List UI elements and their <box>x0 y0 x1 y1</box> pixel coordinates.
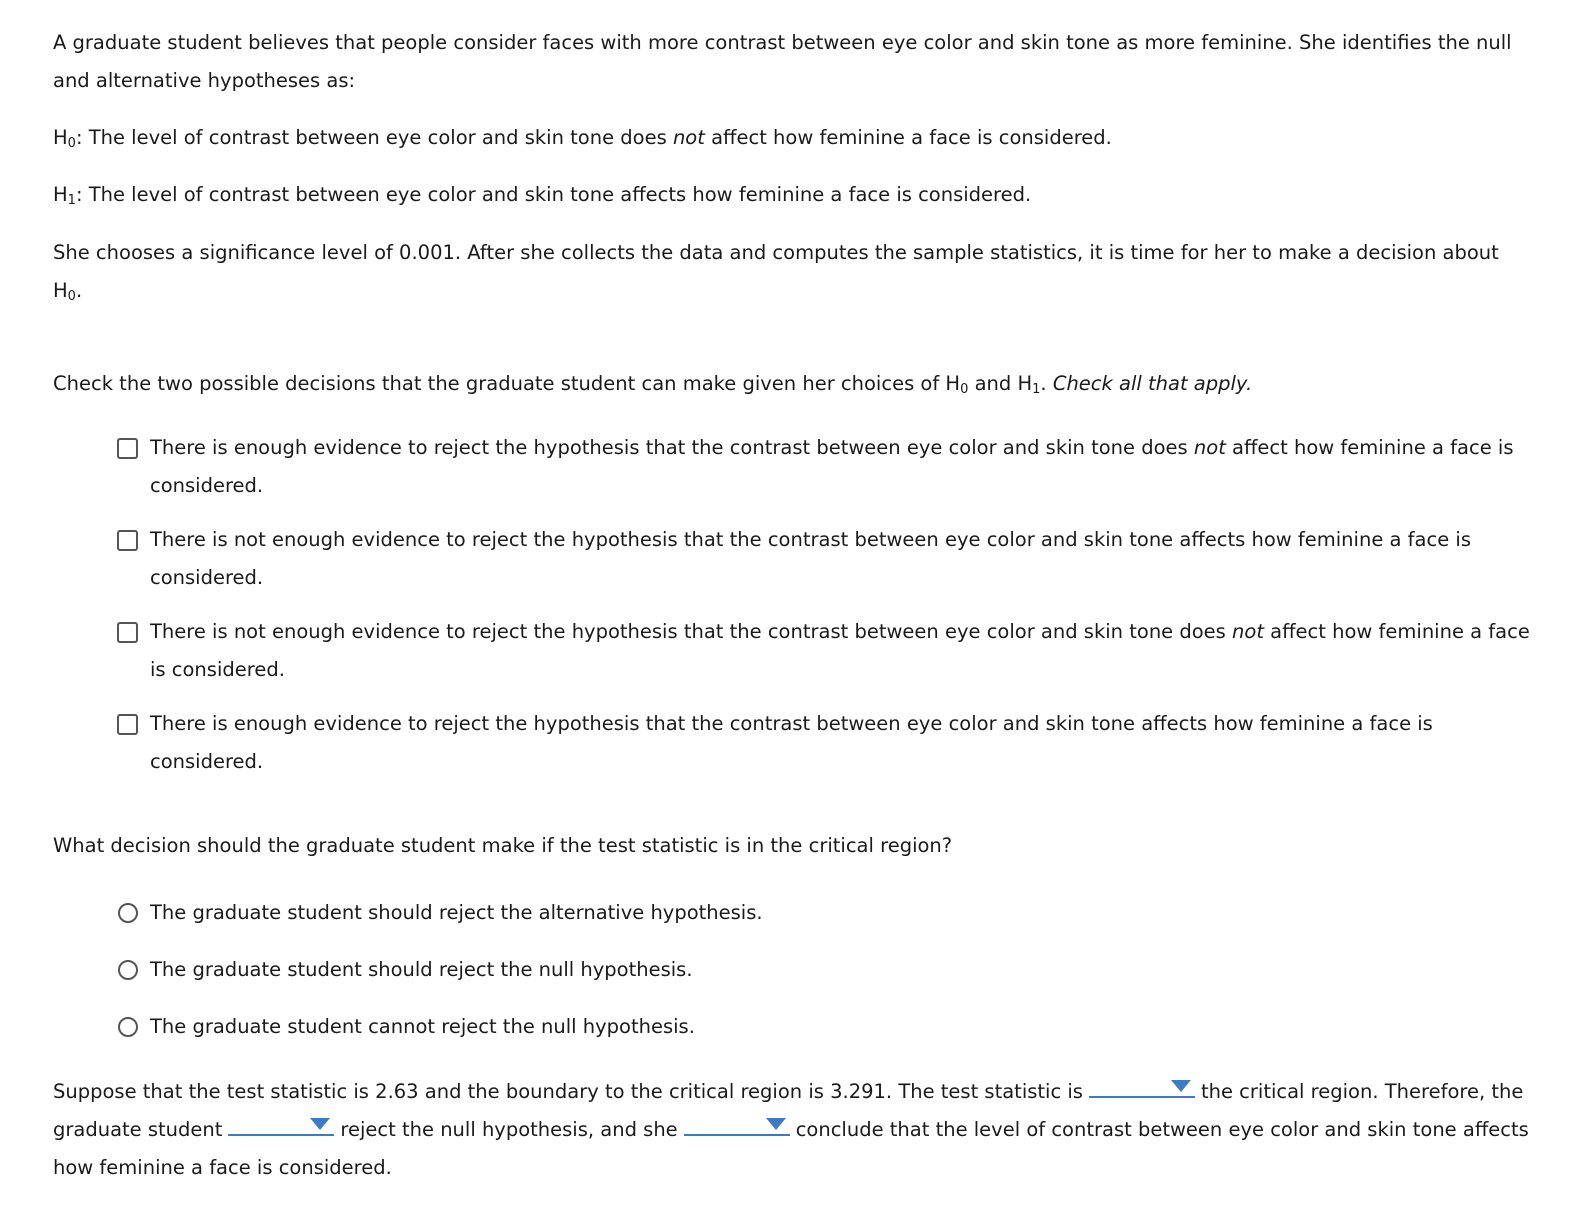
final-text-4: conclude that the level of contrast between eye color and skin tone affects how feminine a face is considered. <box>53 1118 1529 1179</box>
checkbox-option-4-label: There is enough evidence to reject the hypothesis that the contrast between eye color and skin tone affects how feminine a face is considered. <box>150 712 1433 773</box>
radio-button-2[interactable] <box>118 960 138 980</box>
q1-dot: . <box>1040 372 1053 395</box>
checkbox-4[interactable] <box>117 714 138 735</box>
chevron-down-icon <box>310 1118 330 1130</box>
radio-option-2[interactable] <box>116 951 1533 989</box>
checkbox-1[interactable] <box>117 438 138 459</box>
q1-h1-symbol: H <box>1017 372 1033 395</box>
dropdown-critical-region[interactable] <box>1089 1074 1195 1098</box>
radio-button-3[interactable] <box>118 1017 138 1037</box>
checkbox-option-3-post: affect how feminine a face is considered. <box>150 620 1530 681</box>
checkbox-option-1[interactable] <box>116 429 1533 505</box>
decision-radio-list <box>53 894 1533 1046</box>
significance-h0-subscript: 0 <box>67 289 76 304</box>
chevron-down-icon <box>1171 1080 1191 1092</box>
h1-subscript: 1 <box>67 193 76 208</box>
radio-option-1[interactable] <box>116 894 1533 932</box>
h0-text-post: affect how feminine a face is considered. <box>704 126 1112 149</box>
q1-h0-subscript: 0 <box>960 382 969 397</box>
h1-symbol: H <box>53 183 68 206</box>
q1-and: and <box>968 372 1018 395</box>
checkbox-option-1-pre: There is enough evidence to reject the hypothesis that the contrast between eye color and skin tone does <box>150 436 1194 459</box>
final-question <box>53 1073 1533 1187</box>
significance-sentence: She chooses a significance level of 0.001. After she collects the data and computes the sample statistics, it is time for her to make a decision about <box>53 241 1499 264</box>
dropdown-reject-decision[interactable] <box>228 1112 334 1136</box>
significance-h0-symbol: H <box>53 279 68 302</box>
significance-text <box>53 234 1533 310</box>
radio-button-1[interactable] <box>118 903 138 923</box>
checkbox-option-1-post: affect how feminine a face is considered. <box>150 436 1514 497</box>
h1-text: : The level of contrast between eye color and skin tone affects how feminine a face is considered. <box>75 183 1032 206</box>
radio-option-3[interactable] <box>116 1008 1533 1046</box>
checkbox-2[interactable] <box>117 530 138 551</box>
checkbox-option-1-emphasis: not <box>1193 436 1226 459</box>
question-1-prompt <box>53 365 1533 403</box>
checkbox-option-3[interactable] <box>116 613 1533 689</box>
question-1-text: Check the two possible decisions that the graduate student can make given her choices of <box>53 372 946 395</box>
radio-option-2-label: The graduate student should reject the null hypothesis. <box>150 958 693 981</box>
chevron-down-icon <box>766 1118 786 1130</box>
dropdown-conclude-decision[interactable] <box>684 1112 790 1136</box>
question-page <box>53 24 1533 1187</box>
decision-checkbox-list <box>53 429 1533 781</box>
final-text-1: Suppose that the test statistic is 2.63 and the boundary to the critical region is 3.291. The test statistic is <box>53 1080 1083 1103</box>
h0-text-pre: : The level of contrast between eye color and skin tone does <box>75 126 673 149</box>
checkbox-option-2-label: There is not enough evidence to reject the hypothesis that the contrast between eye color and skin tone affects how feminine a face is considered. <box>150 528 1471 589</box>
q1-h0-symbol: H <box>945 372 961 395</box>
null-hypothesis <box>53 119 1533 157</box>
final-text-3: reject the null hypothesis, and she <box>340 1118 678 1141</box>
question-2-prompt: What decision should the graduate student make if the test statistic is in the critical region? <box>53 834 953 857</box>
h0-subscript: 0 <box>67 136 76 151</box>
radio-option-1-label: The graduate student should reject the alternative hypothesis. <box>150 901 763 924</box>
significance-end: . <box>75 279 83 302</box>
h0-emphasis: not <box>672 126 705 149</box>
q1-instruction: Check all that apply. <box>1052 372 1253 395</box>
radio-option-3-label: The graduate student cannot reject the null hypothesis. <box>150 1015 695 1038</box>
q1-h1-subscript: 1 <box>1032 382 1041 397</box>
intro-text: A graduate student believes that people consider faces with more contrast between eye color and skin tone as more feminine. She identifies the null and alternative hypotheses as: <box>53 31 1512 92</box>
checkbox-3[interactable] <box>117 622 138 643</box>
checkbox-option-4[interactable] <box>116 705 1533 781</box>
checkbox-option-2[interactable] <box>116 521 1533 597</box>
final-text-2: the critical region. Therefore, the graduate student <box>53 1080 1524 1141</box>
checkbox-option-3-emphasis: not <box>1232 620 1264 643</box>
alternative-hypothesis <box>53 176 1533 214</box>
h0-symbol: H <box>53 126 68 149</box>
checkbox-option-3-pre: There is not enough evidence to reject the hypothesis that the contrast between eye color and skin tone does <box>150 620 1233 643</box>
